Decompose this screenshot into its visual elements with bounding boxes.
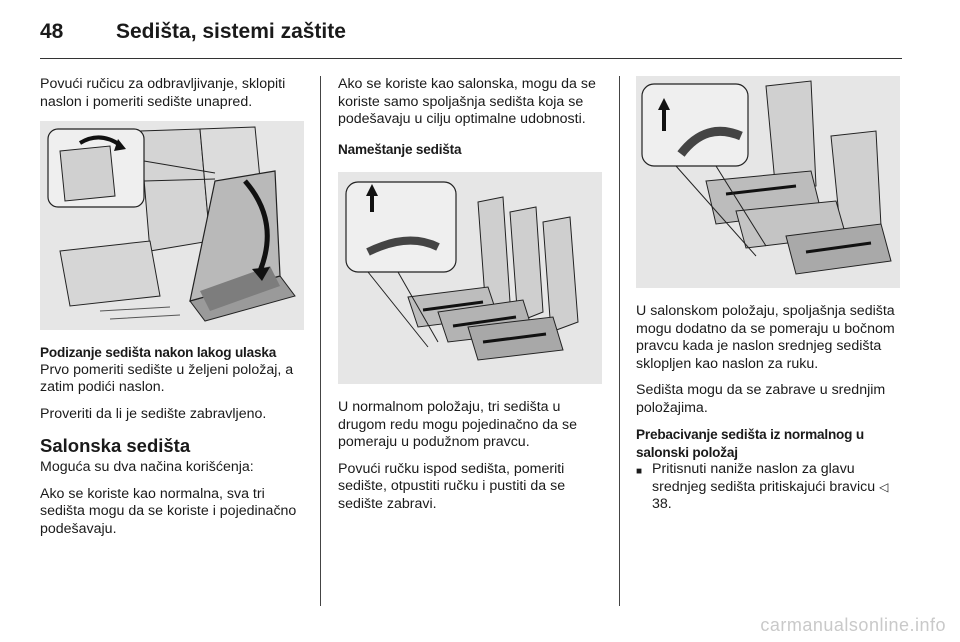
column-divider-1 [320, 76, 321, 606]
section-heading: Salonska sedišta [40, 435, 191, 456]
header-rule [40, 58, 902, 59]
column-divider-2 [619, 76, 620, 606]
col1-para1: Prvo pomeriti sedište u željeni položaj, a zatim podići naslon. [40, 361, 294, 395]
col3-para2: Sedišta mogu da se zabrave u srednjim položajima. [636, 382, 886, 416]
page-number: 48 [40, 20, 64, 43]
page-ref: 38. [652, 496, 672, 512]
watermark: carmanualsonline.info [760, 615, 946, 635]
col2-intro: Ako se koriste kao salonska, mogu da se koriste samo spoljašnja sedišta koja se podešavaju u cilju optimalne udobnosti. [338, 76, 596, 127]
col3-para1: U salonskom položaju, spoljašnja sedišta mogu dodatno da se pomeraju u bočnom pravcu kada je naslon srednjeg sedišta sklopljen kao naslon za ruku. [636, 303, 895, 372]
seat-fold-drawing [40, 121, 304, 330]
col1-para3: Moguća su dva načina korišćenja: [40, 459, 254, 475]
list-item [636, 461, 900, 514]
col1-intro: Povući ručicu za odbravljivanje, sklopiti naslon i pomeriti sedište unapred. [40, 76, 286, 110]
column-2 [338, 76, 602, 522]
bullet-icon: ■ [636, 466, 643, 477]
page-title: Sedišta, sistemi zaštite [116, 20, 346, 43]
column-3 [636, 76, 900, 514]
column-1 [40, 76, 304, 547]
seat-adjust-drawing [338, 172, 602, 384]
illustration-folding-seat [40, 121, 304, 330]
bullet-text: Pritisnuti naniže naslon za glavu srednjeg sedišta pritiskajući bravicu ◁ 38. [652, 461, 889, 512]
col2-para1: U normalnom položaju, tri sedišta u drugom redu mogu pojedinačno da se pomeraju u podužnom pravcu. [338, 399, 577, 450]
col1-subheading: Podizanje sedišta nakon lakog ulaska [40, 345, 277, 360]
col3-subheading: Prebacivanje sedišta iz normalnog u salonski položaj [636, 427, 864, 460]
col1-para4: Ako se koriste kao normalna, sva tri sedišta mogu da se koriste i pojedinačno podešavaju. [40, 485, 297, 537]
col2-subheading: Nameštanje sedišta [338, 141, 462, 157]
col2-para2: Povući ručku ispod sedišta, pomeriti sedište, otpustiti ručku i pustiti da se sedište zabravi. [338, 460, 566, 512]
page-header [40, 16, 346, 48]
col1-para2: Proveriti da li je sedište zabravljeno. [40, 405, 267, 422]
salon-seat-drawing [636, 76, 900, 288]
page-ref-icon: ◁ [879, 479, 889, 494]
illustration-salon-seats [636, 76, 900, 288]
illustration-seat-adjust [338, 172, 602, 384]
